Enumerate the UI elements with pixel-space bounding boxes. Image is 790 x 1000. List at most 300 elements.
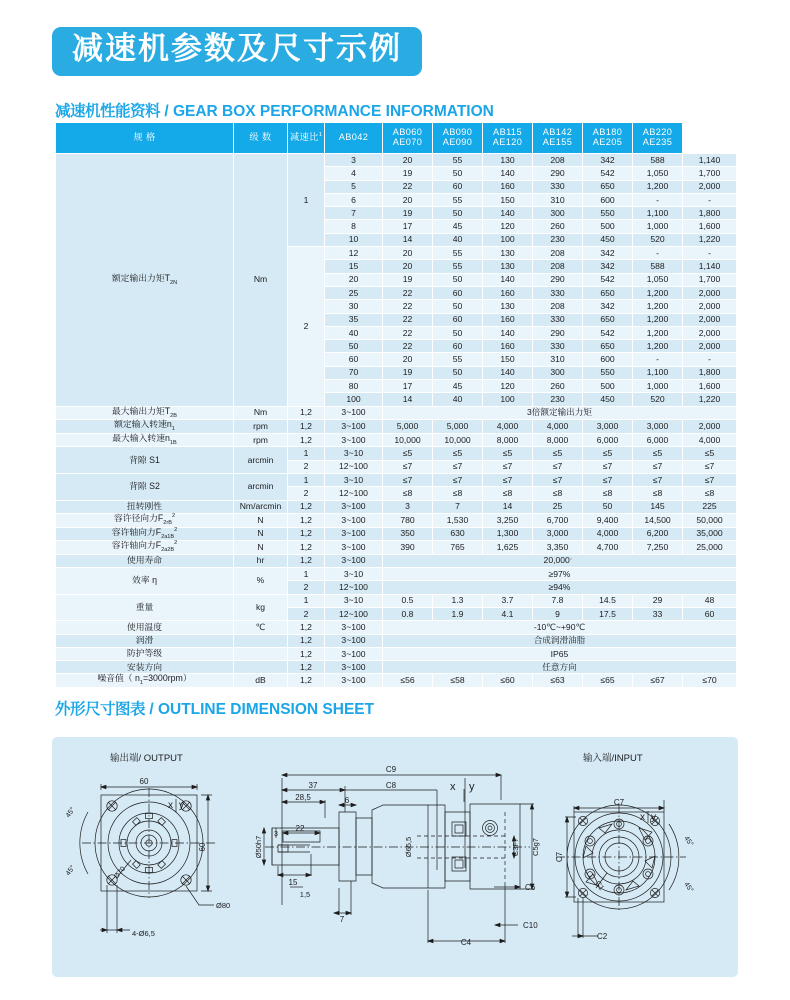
value-cell-6: 1,220 (683, 393, 737, 406)
value-cell-1: 45 (433, 380, 483, 393)
ratio-cell: 3~100 (325, 554, 383, 567)
stage-cell: 2 (288, 581, 325, 594)
value-cell-2: 140 (483, 207, 533, 220)
ratio-cell: 12~100 (325, 581, 383, 594)
row-unit: arcmin (234, 474, 288, 501)
value-cell-1: 40 (433, 233, 483, 246)
row-label-sub: 1 (139, 680, 143, 687)
header-model-1-l1: AB060 (392, 127, 423, 138)
section-heading-outline-en: OUTLINE DIMENSION SHEET (157, 701, 375, 718)
value-cell-5: 1,100 (633, 207, 683, 220)
row-label-sub: 2B (170, 412, 177, 419)
value-cell-4: 500 (583, 220, 633, 233)
value-cell-4: 342 (583, 154, 633, 167)
stage-cell: 1,2 (288, 634, 325, 647)
value-cell-4: 542 (583, 273, 633, 286)
value-cell-4: 342 (583, 260, 633, 273)
value-cell-0: 22 (383, 300, 433, 313)
label-side-c10: C10 (523, 921, 538, 930)
value-cell-0: 19 (383, 207, 433, 220)
ratio-cell: 100 (325, 393, 383, 406)
row-label-text: 额定输入转速n (114, 419, 172, 430)
value-cell-4: 50 (583, 500, 633, 513)
value-cell-3: 300 (533, 366, 583, 379)
value-cell-0: 350 (383, 527, 433, 541)
label-side-xy-x: x (450, 781, 456, 793)
value-cell-1: 45 (433, 220, 483, 233)
value-cell-1: 60 (433, 313, 483, 326)
ratio-cell: 20 (325, 273, 383, 286)
value-cell-3: 330 (533, 286, 583, 299)
stage-cell: 1,2 (288, 647, 325, 660)
value-cell-2: 3,250 (483, 513, 533, 527)
value-cell-3: 310 (533, 193, 583, 206)
value-cell-6: 2,000 (683, 313, 737, 326)
value-cell-1: 50 (433, 167, 483, 180)
header-model-6-l1: AB220 (642, 127, 673, 138)
value-cell-0: ≤7 (383, 460, 433, 473)
value-cell-4: 600 (583, 193, 633, 206)
value-cell-1: 50 (433, 273, 483, 286)
value-cell-1: 60 (433, 340, 483, 353)
value-cell-4: 342 (583, 247, 633, 260)
value-cell-3: 230 (533, 393, 583, 406)
merged-value-text: 任意方向 (542, 661, 577, 672)
label-out-d70: Ø70 (113, 865, 128, 881)
value-cell-1: 50 (433, 207, 483, 220)
output-face-drawing (80, 784, 216, 933)
value-cell-6: 35,000 (683, 527, 737, 541)
row-unit: hr (234, 554, 288, 567)
value-cell-3: 260 (533, 380, 583, 393)
value-cell-0: 19 (383, 167, 433, 180)
value-cell-5: 29 (633, 594, 683, 607)
header-ratio-sup: 1 (318, 132, 322, 139)
label-out-60-right: 60 (198, 842, 207, 852)
value-cell-3: 4,000 (533, 420, 583, 434)
value-cell-0: ≤5 (383, 447, 433, 460)
value-cell-4: 550 (583, 366, 633, 379)
value-cell-6: - (683, 353, 737, 366)
value-cell-1: 10,000 (433, 433, 483, 447)
value-cell-1: ≤5 (433, 447, 483, 460)
merged-value-text: ≥97% (548, 568, 571, 579)
value-cell-6: 1,140 (683, 260, 737, 273)
value-cell-2: ≤8 (483, 487, 533, 500)
value-cell-0: 20 (383, 193, 433, 206)
value-cell-3: 260 (533, 220, 583, 233)
value-cell-1: 55 (433, 260, 483, 273)
value-cell-5: 520 (633, 233, 683, 246)
value-cell-3: ≤7 (533, 460, 583, 473)
header-model-2-l1: AB090 (442, 127, 473, 138)
value-cell-3: 3,350 (533, 541, 583, 555)
value-cell-6: 2,000 (683, 326, 737, 339)
merged-value-text: 合成润滑油脂 (533, 635, 586, 646)
row-label-text: 额定输出力矩T (111, 272, 170, 283)
merged-value-text: 20,000 (543, 555, 570, 566)
value-cell-5: 7,250 (633, 541, 683, 555)
value-cell-5: 1,200 (633, 313, 683, 326)
value-cell-4: 3,000 (583, 420, 633, 434)
row-label-text: 容许径向力F (113, 512, 164, 523)
ratio-cell: 3~100 (325, 661, 383, 674)
value-cell-4: 342 (583, 300, 633, 313)
value-cell-6: 1,800 (683, 366, 737, 379)
value-cell-6: 225 (683, 500, 737, 513)
value-cell-1: 7 (433, 500, 483, 513)
value-cell-6: 2,000 (683, 300, 737, 313)
value-cell-2: 100 (483, 233, 533, 246)
row-unit: Nm/arcmin (234, 500, 288, 513)
value-cell-0: 14 (383, 233, 433, 246)
row-label-sup: 2 (171, 513, 176, 520)
value-cell-5: 1,050 (633, 273, 683, 286)
value-cell-3: 310 (533, 353, 583, 366)
value-cell-6: ≤5 (683, 447, 737, 460)
value-cell-1: 765 (433, 541, 483, 555)
value-cell-2: 1,625 (483, 541, 533, 555)
row-label-text: 安装方向 (126, 661, 163, 672)
value-cell-2: 14 (483, 500, 533, 513)
ratio-cell: 12~100 (325, 487, 383, 500)
value-cell-3: ≤7 (533, 474, 583, 487)
value-cell-2: 1,300 (483, 527, 533, 541)
label-in-c7-left: C7 (555, 851, 564, 863)
value-cell-2: 100 (483, 393, 533, 406)
ratio-cell: 3~100 (325, 527, 383, 541)
stage-cell: 1 (288, 568, 325, 581)
row-label-text: 背隙 S2 (129, 481, 160, 492)
stage-cell: 2 (288, 487, 325, 500)
value-cell-2: ≤60 (483, 674, 533, 688)
value-cell-5: 588 (633, 260, 683, 273)
value-cell-4: 650 (583, 313, 633, 326)
ratio-cell: 7 (325, 207, 383, 220)
value-cell-0: 5,000 (383, 420, 433, 434)
value-cell-1: 1,530 (433, 513, 483, 527)
label-side-xy-y: y (469, 781, 475, 793)
ratio-cell: 3~100 (325, 420, 383, 434)
value-cell-1: ≤8 (433, 487, 483, 500)
value-cell-3: 8,000 (533, 433, 583, 447)
value-cell-0: 0.8 (383, 607, 433, 620)
value-cell-4: 4,000 (583, 527, 633, 541)
ratio-cell: 3~100 (325, 406, 383, 420)
row-label-text: 最大输出力矩T (112, 405, 171, 416)
value-cell-0: 19 (383, 366, 433, 379)
value-cell-0: 20 (383, 260, 433, 273)
label-out-xy-x: x (168, 800, 173, 811)
value-cell-5: ≤8 (633, 487, 683, 500)
value-cell-3: 330 (533, 340, 583, 353)
value-cell-4: 6,000 (583, 433, 633, 447)
value-cell-4: ≤8 (583, 487, 633, 500)
row-label-text: 噪音值（ n (97, 673, 140, 684)
value-cell-6: 1,600 (683, 380, 737, 393)
value-cell-5: 1,000 (633, 380, 683, 393)
row-unit: % (234, 568, 288, 595)
value-cell-5: 1,050 (633, 167, 683, 180)
ratio-cell: 6 (325, 193, 383, 206)
stage-cell: 1,2 (288, 527, 325, 541)
merged-value-text: IP65 (550, 648, 569, 659)
ratio-cell: 10 (325, 233, 383, 246)
stage-cell: 1,2 (288, 500, 325, 513)
value-cell-0: 20 (383, 154, 433, 167)
label-side-37: 37 (308, 781, 318, 790)
stage-cell: 1,2 (288, 674, 325, 688)
value-cell-2: 140 (483, 326, 533, 339)
value-cell-5: 1,200 (633, 340, 683, 353)
value-cell-5: - (633, 247, 683, 260)
ratio-cell: 30 (325, 300, 383, 313)
row-unit: N (234, 541, 288, 555)
value-cell-2: 120 (483, 380, 533, 393)
value-cell-4: ≤7 (583, 474, 633, 487)
value-cell-2: 130 (483, 260, 533, 273)
header-model-0-l1: AB042 (338, 132, 369, 143)
value-cell-0: ≤8 (383, 487, 433, 500)
value-cell-6: - (683, 247, 737, 260)
ratio-cell: 3~100 (325, 433, 383, 447)
value-cell-0: 10,000 (383, 433, 433, 447)
value-cell-0: 19 (383, 273, 433, 286)
ratio-cell: 15 (325, 260, 383, 273)
value-cell-4: 14.5 (583, 594, 633, 607)
value-cell-6: 1,600 (683, 220, 737, 233)
value-cell-1: 1.9 (433, 607, 483, 620)
ratio-cell: 3~100 (325, 500, 383, 513)
label-side-15: 15 (288, 878, 298, 887)
header-model-3-l1: AB115 (493, 127, 522, 138)
value-cell-5: ≤67 (633, 674, 683, 688)
row-label-text: 重量 (135, 601, 154, 612)
value-cell-4: 542 (583, 326, 633, 339)
label-in-c1: C1 (593, 878, 607, 893)
ratio-cell: 3~100 (325, 634, 383, 647)
ratio-cell: 3~100 (325, 621, 383, 634)
value-cell-3: 3,000 (533, 527, 583, 541)
value-cell-3: 290 (533, 273, 583, 286)
value-cell-6: 2,000 (683, 420, 737, 434)
value-cell-0: 14 (383, 393, 433, 406)
value-cell-4: 450 (583, 233, 633, 246)
ratio-cell: 35 (325, 313, 383, 326)
value-cell-6: 48 (683, 594, 737, 607)
stage-cell: 1,2 (288, 661, 325, 674)
ratio-cell: 3~100 (325, 541, 383, 555)
label-side-7: 7 (339, 915, 345, 924)
input-end-caption: 输入端/INPUT (583, 753, 643, 764)
header-ratio-text: 减速比 (290, 132, 319, 143)
value-cell-1: 50 (433, 300, 483, 313)
ratio-cell: 3 (325, 154, 383, 167)
ratio-cell: 3~100 (325, 513, 383, 527)
row-unit: arcmin (234, 447, 288, 474)
row-label-text: 背隙 S1 (129, 454, 160, 465)
section-heading-performance-cn: 减速机性能资料 (55, 103, 161, 120)
header-model-5-l1: AB180 (592, 127, 623, 138)
value-cell-3: 25 (533, 500, 583, 513)
label-out-4-d65: 4-Ø6,5 (132, 929, 155, 938)
value-cell-5: 3,000 (633, 420, 683, 434)
value-cell-6: 50,000 (683, 513, 737, 527)
row-unit: kg (234, 594, 288, 621)
ratio-cell: 3~100 (325, 674, 383, 688)
value-cell-2: 150 (483, 353, 533, 366)
row-unit: rpm (234, 420, 288, 434)
value-cell-6: - (683, 193, 737, 206)
value-cell-5: 33 (633, 607, 683, 620)
label-out-xy-y: y (179, 800, 184, 811)
merged-value-text: -10℃~+90℃ (533, 621, 586, 632)
stage-cell-2: 2 (288, 247, 325, 407)
ratio-cell: 12~100 (325, 460, 383, 473)
value-cell-2: 4,000 (483, 420, 533, 434)
row-label-text: 润滑 (135, 635, 154, 646)
section-heading-outline-cn: 外形尺寸图表 (55, 701, 146, 718)
value-cell-3: ≤63 (533, 674, 583, 688)
ratio-cell: 70 (325, 366, 383, 379)
value-cell-5: 145 (633, 500, 683, 513)
value-cell-0: 17 (383, 380, 433, 393)
stage-cell: 1,2 (288, 406, 325, 420)
label-side-22: 22 (295, 824, 305, 833)
value-cell-5: ≤5 (633, 447, 683, 460)
value-cell-0: ≤56 (383, 674, 433, 688)
value-cell-2: 130 (483, 154, 533, 167)
value-cell-1: 55 (433, 353, 483, 366)
value-cell-6: 1,140 (683, 154, 737, 167)
label-in-45-top: 45° (682, 835, 695, 848)
value-cell-1: 55 (433, 193, 483, 206)
label-out-60-top: 60 (139, 777, 149, 786)
ratio-cell: 3~10 (325, 447, 383, 460)
value-cell-4: 500 (583, 380, 633, 393)
row-label-sub: 2N (170, 279, 178, 286)
value-cell-6: 1,700 (683, 273, 737, 286)
value-cell-5: 6,000 (633, 433, 683, 447)
value-cell-5: 1,200 (633, 300, 683, 313)
value-cell-2: ≤7 (483, 460, 533, 473)
value-cell-0: 20 (383, 247, 433, 260)
value-cell-5: 1,200 (633, 326, 683, 339)
value-cell-6: ≤70 (683, 674, 737, 688)
value-cell-6: 2,000 (683, 286, 737, 299)
section-heading-outline-sep: / (145, 701, 158, 718)
label-out-45-bottom: 45° (64, 864, 77, 878)
value-cell-3: 208 (533, 247, 583, 260)
ratio-cell: 80 (325, 380, 383, 393)
stage-cell: 1,2 (288, 621, 325, 634)
value-cell-2: 8,000 (483, 433, 533, 447)
value-cell-4: 650 (583, 340, 633, 353)
value-cell-4: 542 (583, 167, 633, 180)
value-cell-0: 390 (383, 541, 433, 555)
header-spec: 规 格 (56, 123, 234, 154)
section-heading-performance-sep: / (160, 103, 173, 120)
value-cell-1: ≤58 (433, 674, 483, 688)
label-side-c6: C6 (525, 883, 536, 892)
value-cell-3: ≤5 (533, 447, 583, 460)
value-cell-3: 9 (533, 607, 583, 620)
value-cell-2: 160 (483, 340, 533, 353)
ratio-cell: 60 (325, 353, 383, 366)
stage-cell: 2 (288, 607, 325, 620)
label-in-c7-top: C7 (613, 798, 625, 807)
stage-cell: 2 (288, 460, 325, 473)
value-cell-5: 1,100 (633, 366, 683, 379)
merged-value-text: 3倍额定输出力矩 (527, 407, 592, 418)
label-side-c3f7: C3F7 (511, 837, 520, 857)
row-label-sup: 2 (174, 540, 178, 547)
value-cell-6: 4,000 (683, 433, 737, 447)
value-cell-3: 208 (533, 154, 583, 167)
label-out-45-top: 45° (64, 806, 77, 820)
value-cell-5: 588 (633, 154, 683, 167)
value-cell-0: 780 (383, 513, 433, 527)
value-cell-5: - (633, 353, 683, 366)
diagram-labels (64, 765, 695, 947)
value-cell-4: 17.5 (583, 607, 633, 620)
label-side-c8: C8 (385, 781, 397, 790)
value-cell-1: ≤7 (433, 460, 483, 473)
value-cell-2: 140 (483, 167, 533, 180)
value-cell-4: ≤65 (583, 674, 633, 688)
value-cell-4: 4,700 (583, 541, 633, 555)
label-side-15-dec: 1,5 (299, 890, 311, 899)
value-cell-0: 22 (383, 313, 433, 326)
label-in-xy-x: x (640, 812, 645, 823)
stage-cell: 1 (288, 594, 325, 607)
value-cell-6: ≤7 (683, 474, 737, 487)
output-end-caption: 输出端/ OUTPUT (110, 753, 183, 764)
value-cell-5: 6,200 (633, 527, 683, 541)
row-label-sub: 1 (171, 426, 175, 432)
label-in-45-bottom: 45° (682, 881, 695, 894)
label-side-d50h7: Ø50h7 (254, 835, 263, 859)
value-cell-1: 60 (433, 286, 483, 299)
header-model-5-l2: AE205 (592, 137, 623, 147)
value-cell-5: 1,200 (633, 286, 683, 299)
header-model-6-l2: AE235 (642, 137, 673, 147)
value-cell-5: 14,500 (633, 513, 683, 527)
value-cell-6: 1,220 (683, 233, 737, 246)
stage-cell-1: 1 (288, 154, 325, 247)
label-side-6: 6 (344, 796, 350, 805)
value-cell-3: 230 (533, 233, 583, 246)
value-cell-3: ≤8 (533, 487, 583, 500)
value-cell-4: 9,400 (583, 513, 633, 527)
value-cell-2: 120 (483, 220, 533, 233)
value-cell-6: 1,700 (683, 167, 737, 180)
value-cell-0: 17 (383, 220, 433, 233)
value-cell-0: ≤7 (383, 474, 433, 487)
value-cell-2: ≤7 (483, 474, 533, 487)
value-cell-1: 55 (433, 154, 483, 167)
header-model-2-l2: AE090 (442, 137, 473, 147)
value-cell-2: 140 (483, 366, 533, 379)
row-label-text: 容许轴向力F (111, 540, 162, 551)
ratio-cell: 4 (325, 167, 383, 180)
value-cell-1: 1.3 (433, 594, 483, 607)
ratio-cell: 3~10 (325, 568, 383, 581)
stage-cell: 1,2 (288, 513, 325, 527)
value-cell-4: 650 (583, 180, 633, 193)
value-cell-1: 40 (433, 393, 483, 406)
value-cell-4: 600 (583, 353, 633, 366)
